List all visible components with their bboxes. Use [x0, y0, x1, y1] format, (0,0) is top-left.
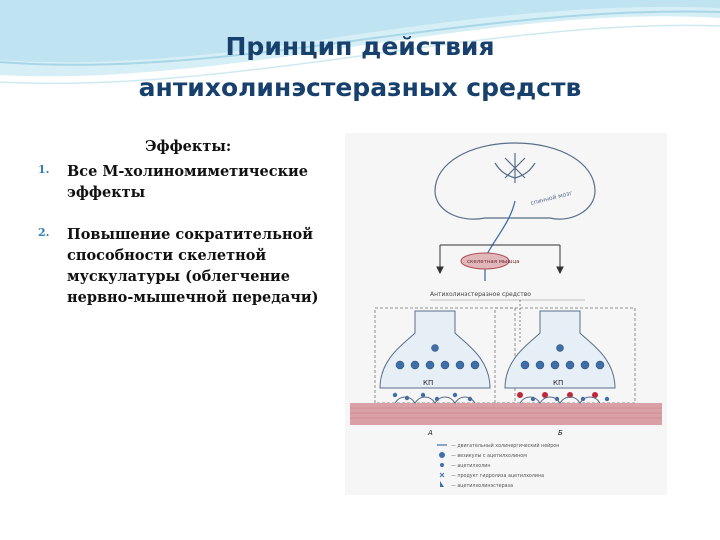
- legend-item: — продукт гидролиза ацетилхолина: [451, 474, 545, 479]
- panel-a-label: А: [428, 429, 433, 437]
- legend-ach-icon: [440, 463, 444, 467]
- muscle-fiber: [350, 403, 662, 425]
- kp-label-b: КП: [553, 379, 564, 387]
- title-line-2: антихолинэстеразных средств: [138, 73, 582, 102]
- drug-label: Антихолинэстеразное средство: [430, 291, 531, 298]
- page-title: [60, 26, 660, 108]
- mechanism-diagram: [345, 133, 667, 495]
- title-line-1: Принцип действия: [225, 32, 495, 61]
- effects-heading: Эффекты:: [145, 138, 232, 155]
- legend-item: — ацетилхолинэстераза: [451, 484, 514, 489]
- legend-item: — двигательный холинергический нейрон: [451, 444, 560, 449]
- diagram-frame: [345, 133, 667, 495]
- list-item: [30, 161, 350, 203]
- muscle-label: скелетная мышца: [467, 259, 520, 265]
- effects-list: [30, 161, 350, 329]
- list-number: 1.: [38, 163, 50, 176]
- panel-b-label: Б: [558, 429, 563, 437]
- kp-label-a: КП: [423, 379, 434, 387]
- legend-vesicle-icon: [439, 452, 445, 458]
- legend-item: — ацетилхолин: [451, 464, 491, 469]
- list-item: [30, 224, 350, 308]
- nerve-label: спинной мозг: [529, 189, 574, 207]
- list-text: Все М-холиномиметические эффекты: [67, 163, 309, 201]
- list-number: 2.: [38, 226, 50, 239]
- list-text: Повышение сократительной способности скелетной мускулатуры (облегчение нервно-мышечной передачи): [67, 226, 319, 306]
- legend-item: — везикулы с ацетилхолином: [451, 454, 527, 459]
